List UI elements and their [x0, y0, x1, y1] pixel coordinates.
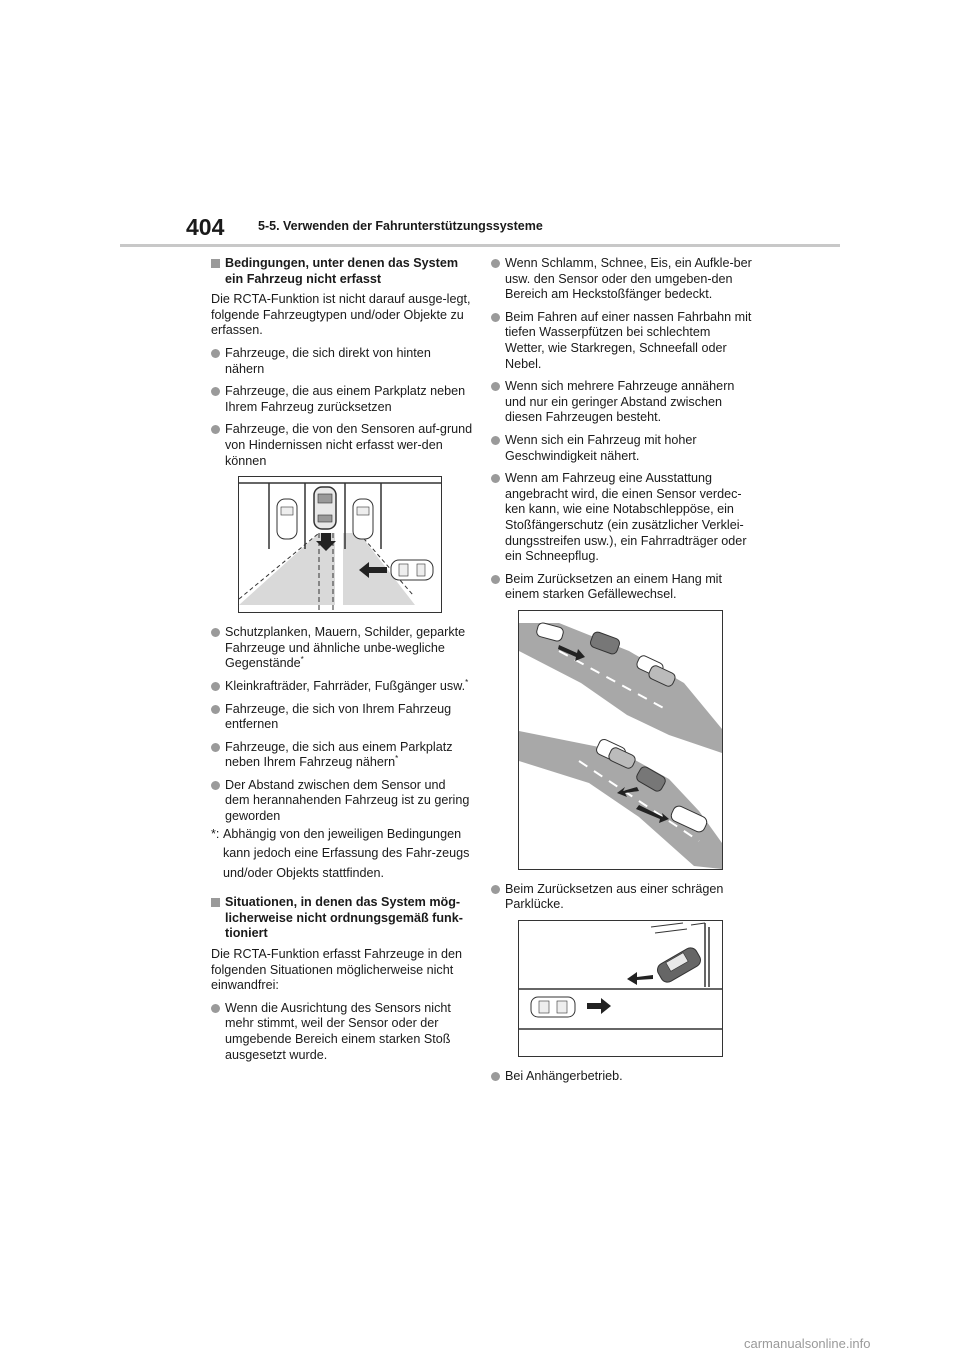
round-bullet-icon: [491, 259, 500, 268]
round-bullet-icon: [211, 425, 220, 434]
list-item: [211, 384, 473, 415]
section-title: 5-5. Verwenden der Fahrunterstützungssysteme: [258, 219, 543, 233]
list-item: [491, 471, 753, 565]
slope-illustration: [518, 610, 723, 870]
list-item: [211, 740, 473, 771]
list-item: [491, 256, 753, 303]
right-column: [491, 256, 753, 1092]
footnote-marker: *: [395, 754, 399, 764]
list-item: [211, 346, 473, 377]
list-item-text: Fahrzeuge, die von den Sensoren auf-grund von Hindernissen nicht erfasst wer-den können: [225, 422, 473, 468]
heading-not-detected: [211, 256, 473, 287]
footnote: [211, 825, 473, 884]
footnote-marker: *: [465, 677, 469, 687]
list-item-text: Wenn sich mehrere Fahrzeuge annähern und nur ein geringer Abstand zwischen diesen Fahrzeugen besteht.: [505, 379, 735, 425]
page-number: 404: [186, 214, 225, 240]
round-bullet-icon: [491, 885, 500, 894]
list-item-text: Wenn am Fahrzeug eine Ausstattung angebracht wird, die einen Sensor verdec-ken kann, wie eine Notabschleppöse, ein Stoßfängerschutz (ein zusätzlicher Verklei-dungsstreifen usw.), ein Fahrradträger oder ein Schneepflug.: [505, 471, 747, 564]
round-bullet-icon: [211, 705, 220, 714]
list-item: [211, 702, 473, 733]
list-item: [491, 310, 753, 372]
header-rule: [120, 244, 840, 247]
list-item-text: Fahrzeuge, die aus einem Parkplatz neben Ihrem Fahrzeug zurücksetzen: [225, 384, 466, 414]
list-item-text: Kleinkrafträder, Fahrräder, Fußgänger usw.: [225, 678, 466, 693]
list-item-text: Der Abstand zwischen dem Sensor und dem herannahenden Fahrzeug ist zu gering geworden: [225, 777, 470, 824]
list-item-text: Fahrzeuge, die sich direkt von hinten nähern: [225, 345, 431, 376]
parking-lot-illustration: [238, 476, 442, 613]
round-bullet-icon: [491, 474, 500, 483]
round-bullet-icon: [491, 575, 500, 584]
footnote-marker: *: [300, 655, 304, 665]
list-item-text: Beim Zurücksetzen aus einer schrägen Parklücke.: [505, 881, 724, 912]
square-bullet-icon: [211, 259, 220, 268]
watermark: carmanualsonline.info: [744, 1336, 871, 1351]
list-item: [491, 1069, 753, 1085]
list-item-text: Beim Fahren auf einer nassen Fahrbahn mit tiefen Wasserpfützen bei schlechtem Wetter, wie Starkregen, Schneefall oder Nebel.: [505, 309, 752, 371]
heading-text: Bedingungen, unter denen das System ein Fahrzeug nicht erfasst: [225, 256, 459, 286]
intro-paragraph: Die RCTA-Funktion erfasst Fahrzeuge in den folgenden Situationen möglicherweise nicht einwandfrei:: [211, 946, 463, 993]
left-column: [211, 256, 473, 1070]
footnote-mark: *:: [211, 826, 220, 841]
list-item-text: Wenn Schlamm, Schnee, Eis, ein Aufkle-ber usw. den Sensor oder den umgeben-den Bereich am Heckstoßfänger bedeckt.: [505, 256, 752, 302]
list-item-text: Wenn sich ein Fahrzeug mit hoher Geschwindigkeit nähert.: [505, 432, 697, 463]
list-item: [491, 572, 753, 603]
footnote-text: Abhängig von den jeweiligen Bedingungen kann jedoch eine Erfassung des Fahr-zeugs und/oder Objekts stattfinden.: [223, 826, 470, 880]
list-item: [211, 679, 473, 695]
list-item: [491, 433, 753, 464]
list-item-text: Schutzplanken, Mauern, Schilder, geparkte Fahrzeuge und ähnliche unbe-wegliche Gegenstände: [225, 625, 466, 671]
round-bullet-icon: [491, 313, 500, 322]
angled-parking-illustration: [518, 920, 723, 1057]
round-bullet-icon: [491, 436, 500, 445]
round-bullet-icon: [211, 682, 220, 691]
list-item-text: Beim Zurücksetzen an einem Hang mit einem starken Gefällewechsel.: [505, 571, 722, 602]
list-item: [211, 778, 473, 825]
intro-paragraph: Die RCTA-Funktion ist nicht darauf ausge-legt, folgende Fahrzeugtypen und/oder Objekte zu erfassen.: [211, 292, 471, 338]
list-item: [211, 1001, 473, 1063]
list-item-text: Wenn die Ausrichtung des Sensors nicht mehr stimmt, weil der Sensor oder der umgebende Bereich einem starken Stoß ausgesetzt wurde.: [225, 1000, 451, 1062]
round-bullet-icon: [211, 349, 220, 358]
round-bullet-icon: [211, 743, 220, 752]
round-bullet-icon: [211, 628, 220, 637]
heading-text: Situationen, in denen das System mög-licherweise nicht ordnungsgemäß funk-tioniert: [225, 895, 463, 941]
round-bullet-icon: [211, 781, 220, 790]
heading-malfunction: [211, 895, 473, 942]
list-item-text: Fahrzeuge, die sich von Ihrem Fahrzeug entfernen: [225, 701, 452, 732]
list-item: [211, 422, 473, 469]
round-bullet-icon: [491, 1072, 500, 1081]
list-item: [211, 625, 473, 672]
round-bullet-icon: [491, 382, 500, 391]
list-item: [491, 379, 753, 426]
list-item-text: Bei Anhängerbetrieb.: [505, 1069, 623, 1084]
list-item: [491, 882, 753, 913]
list-item-text: Fahrzeuge, die sich aus einem Parkplatz neben Ihrem Fahrzeug nähern: [225, 739, 453, 770]
square-bullet-icon: [211, 898, 220, 907]
round-bullet-icon: [211, 1004, 220, 1013]
round-bullet-icon: [211, 387, 220, 396]
